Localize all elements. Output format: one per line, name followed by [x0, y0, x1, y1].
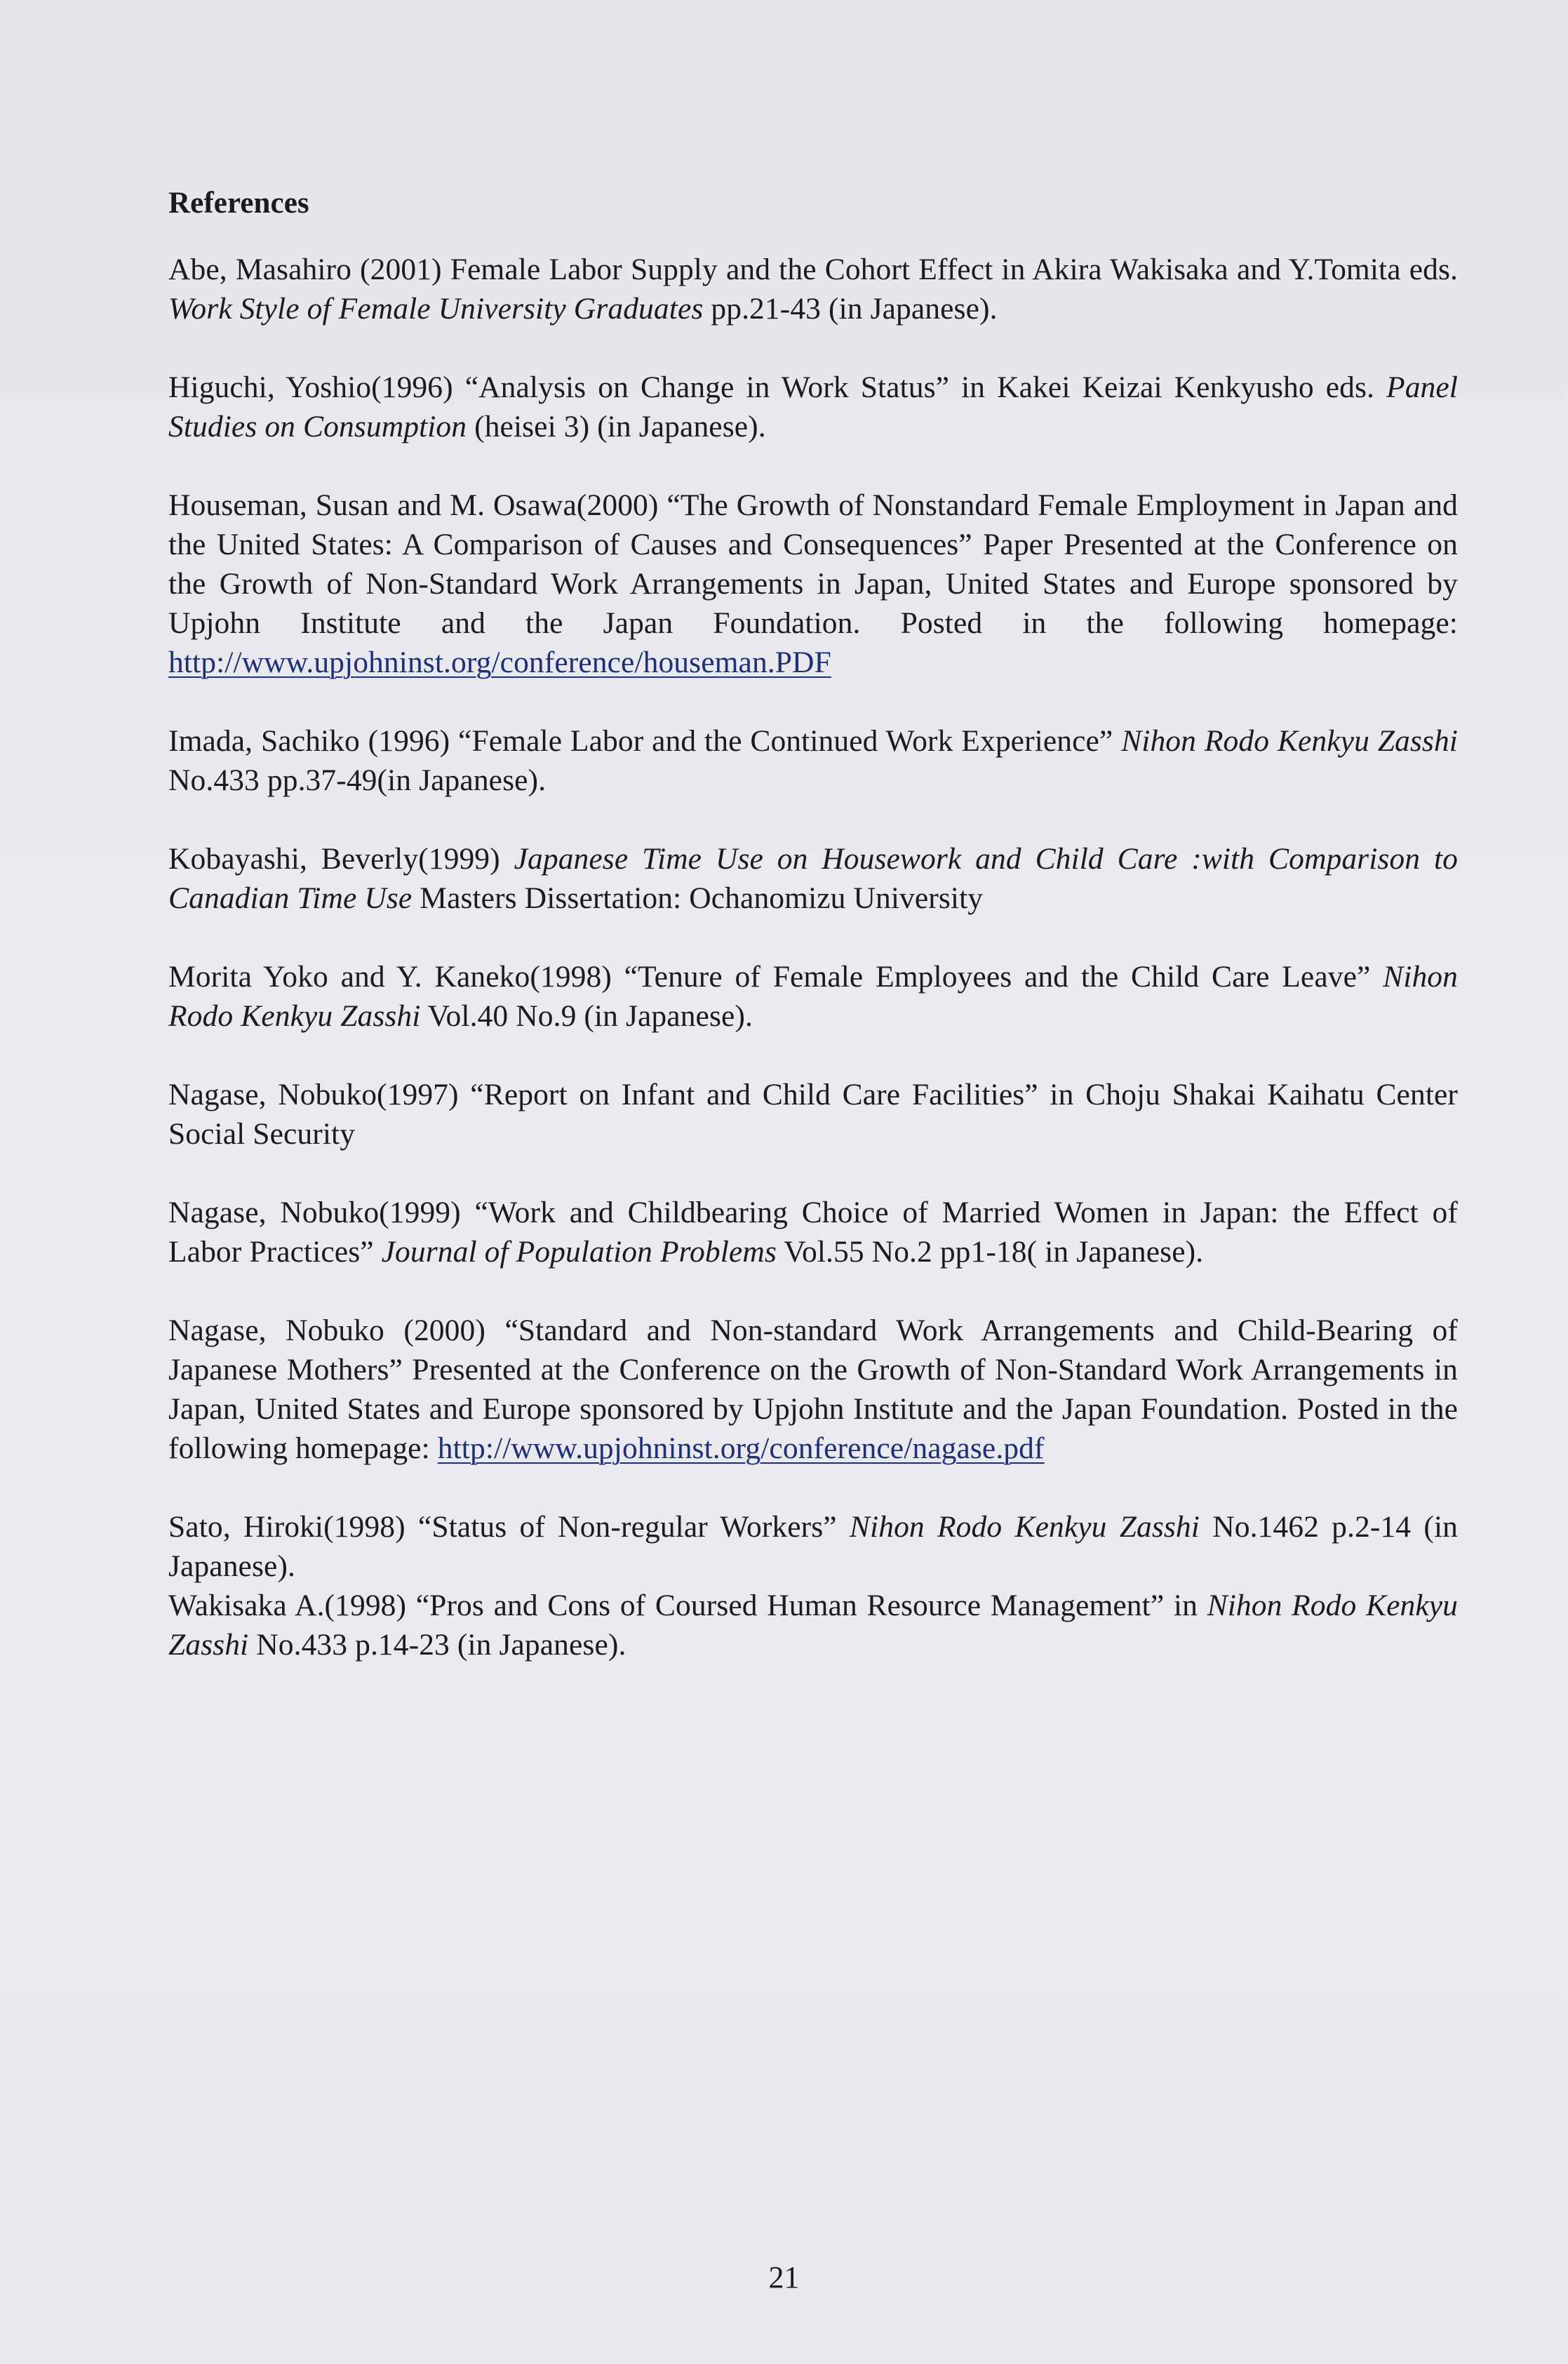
reference-text: Wakisaka A.(1998) “Pros and Cons of Coursed Human Resource Management” in: [168, 1589, 1207, 1622]
reference-entry: [168, 250, 1458, 328]
reference-text: Vol.55 No.2 pp1-18( in Japanese).: [776, 1235, 1204, 1269]
reference-title: Nihon Rodo Kenkyu Zasshi: [849, 1510, 1200, 1544]
reference-entry: [168, 486, 1458, 682]
reference-text: Abe, Masahiro (2001) Female Labor Supply and the Cohort Effect in Akira Wakisaka and Y.Tomita eds.: [168, 253, 1458, 286]
reference-entry: [168, 839, 1458, 918]
reference-entry: [168, 368, 1458, 446]
reference-title: Work Style of Female University Graduates: [168, 292, 704, 326]
page-number: 21: [768, 2260, 800, 2295]
references-section: [168, 184, 1458, 1704]
reference-text: Nagase, Nobuko(1999) “Work and Childbearing Choice of Married Women in Japan: the Effect of Labor Practices”: [168, 1196, 1458, 1269]
reference-title: Nihon Rodo Kenkyu Zasshi: [168, 1589, 1458, 1662]
reference-entry: [168, 1075, 1458, 1154]
reference-entry: [168, 1311, 1458, 1468]
reference-entry: [168, 721, 1458, 800]
reference-text: Imada, Sachiko (1996) “Female Labor and the Continued Work Experience”: [168, 724, 1122, 758]
reference-title: Journal of Population Problems: [381, 1235, 777, 1269]
nagase-link[interactable]: http://www.upjohninst.org/conference/nagase.pdf: [437, 1431, 1045, 1465]
reference-text: Higuchi, Yoshio(1996) “Analysis on Change in Work Status” in Kakei Keizai Kenkyusho eds.: [168, 370, 1387, 404]
houseman-link[interactable]: http://www.upjohninst.org/conference/houseman.PDF: [168, 646, 831, 679]
reference-text: No.433 p.14-23 (in Japanese).: [248, 1628, 626, 1662]
reference-text: Nagase, Nobuko(1997) “Report on Infant and Child Care Facilities” in Choju Shakai Kaihatu Center Social Security: [168, 1078, 1458, 1151]
reference-entry: [168, 1193, 1458, 1271]
reference-text: Nagase, Nobuko (2000) “Standard and Non-standard Work Arrangements and Child-Bearing of Japanese Mothers” Presented at the Conference on the Growth of Non-Standard Work Arrangements in Japan, United States and Europe sponsored by Upjohn Institute and the Japan Foundation. Posted in the following homepage:: [168, 1314, 1458, 1465]
references-heading: References: [168, 187, 309, 220]
reference-title: Panel Studies on Consumption: [168, 370, 1458, 443]
reference-text: Houseman, Susan and M. Osawa(2000) “The Growth of Nonstandard Female Employment in Japan and the United States: A Comparison of Causes and Consequences” Paper Presented at the Conference on the Growth of Non-Standard Work Arrangements in Japan, United States and Europe sponsored by Upjohn Institute and the Japan Foundation. Posted in the following homepage:: [168, 488, 1458, 640]
reference-title: Nihon Rodo Kenkyu Zasshi: [168, 960, 1458, 1033]
reference-text: Masters Dissertation: Ochanomizu University: [412, 881, 984, 915]
reference-text: Kobayashi, Beverly(1999): [168, 842, 514, 876]
reference-title: Nihon Rodo Kenkyu Zasshi: [1121, 724, 1458, 758]
reference-entry: [168, 957, 1458, 1036]
reference-text: Morita Yoko and Y. Kaneko(1998) “Tenure of Female Employees and the Child Care Leave”: [168, 960, 1383, 994]
reference-entry: [168, 1507, 1458, 1586]
reference-text: No.433 pp.37-49(in Japanese).: [168, 763, 547, 797]
reference-title: Japanese Time Use on Housework and Child Care :with Comparison to Canadian Time Use: [168, 842, 1459, 915]
reference-text: pp.21-43 (in Japanese).: [703, 292, 998, 326]
reference-entry: [168, 1586, 1458, 1664]
reference-text: Sato, Hiroki(1998) “Status of Non-regular Workers”: [168, 1510, 850, 1544]
reference-text: Vol.40 No.9 (in Japanese).: [420, 999, 753, 1033]
reference-text: No.1462 p.2-14 (in Japanese).: [168, 1510, 1458, 1583]
reference-text: (heisei 3) (in Japanese).: [467, 410, 766, 443]
